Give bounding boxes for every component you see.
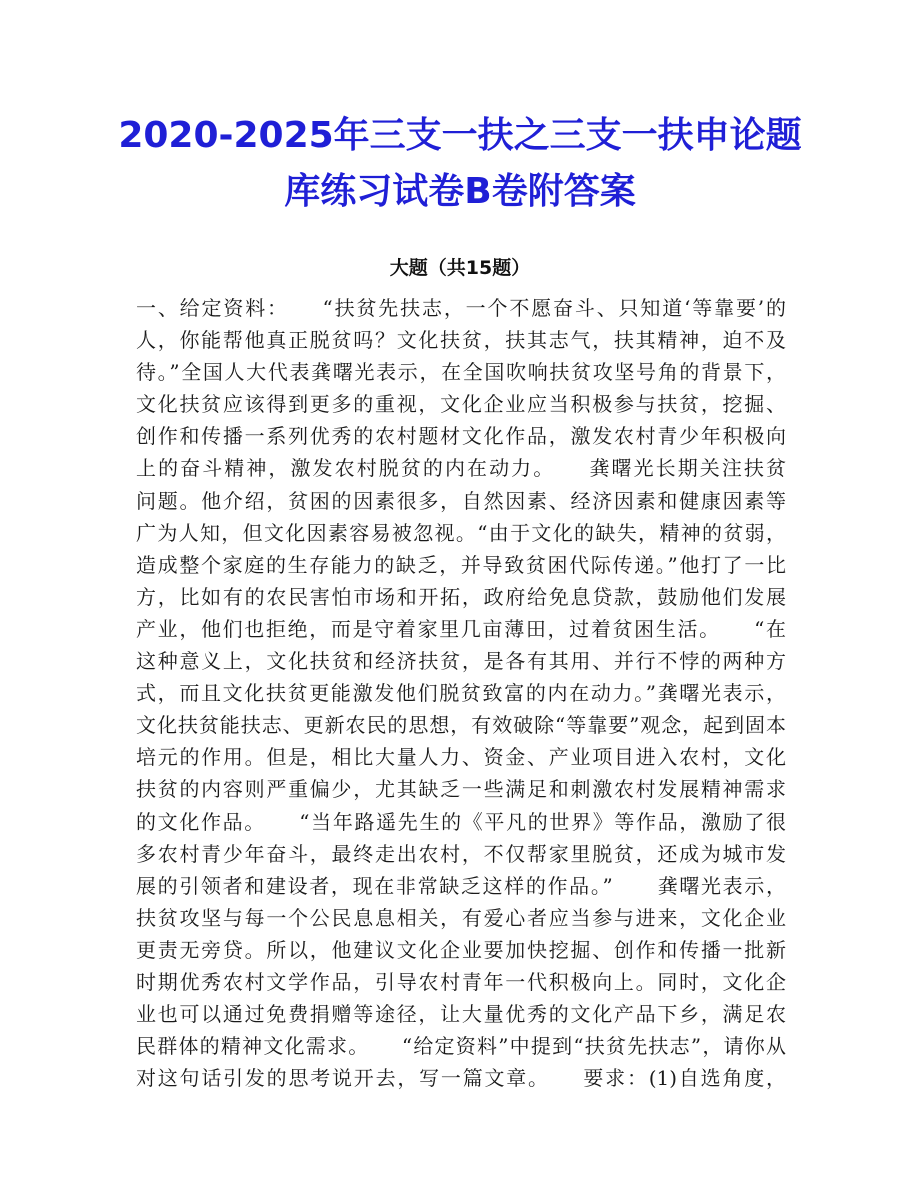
body-line: 待。”全国人大代表龚曙光表示，在全国吹响扶贫攻坚号角的背景下， bbox=[136, 360, 786, 385]
body-line: 扶贫的内容则严重偏少，尤其缺乏一些满足和刺激农村发展精神需求 bbox=[136, 777, 786, 802]
body-line: 文化扶贫能扶志、更新农民的思想，有效破除“等靠要”观念，起到固本 bbox=[136, 713, 786, 738]
body-line: 更责无旁贷。所以，他建议文化企业要加快挖掘、创作和传播一批新 bbox=[136, 937, 786, 962]
body-line: 问题。他介绍，贫困的因素很多，自然因素、经济因素和健康因素等 bbox=[136, 488, 786, 513]
question-body bbox=[136, 292, 786, 1094]
body-line: 人，你能帮他真正脱贫吗？文化扶贫，扶其志气，扶其精神，迫不及 bbox=[136, 328, 786, 353]
body-line: 多农村青少年奋斗，最终走出农村，不仅帮家里脱贫，还成为城市发 bbox=[136, 841, 786, 866]
body-line: 创作和传播一系列优秀的农村题材文化作品，激发农村青少年积极向 bbox=[136, 424, 786, 449]
body-line: 上的奋斗精神，激发农村脱贫的内在动力。 龚曙光长期关注扶贫 bbox=[136, 456, 786, 481]
body-line: 文化扶贫应该得到更多的重视，文化企业应当积极参与扶贫，挖掘、 bbox=[136, 392, 786, 417]
body-line: 展的引领者和建设者，现在非常缺乏这样的作品。” 龚曙光表示， bbox=[136, 873, 786, 898]
body-line: 扶贫攻坚与每一个公民息息相关，有爱心者应当参与进来，文化企业 bbox=[136, 905, 786, 930]
body-line: 对这句话引发的思考说开去，写一篇文章。 要求：(1)自选角度， bbox=[136, 1066, 786, 1091]
body-line: 一、给定资料： “扶贫先扶志，一个不愿奋斗、只知道‘等靠要’的 bbox=[136, 296, 786, 320]
body-line: 式，而且文化扶贫更能激发他们脱贫致富的内在动力。”龚曙光表示， bbox=[136, 681, 786, 706]
document-title bbox=[60, 108, 860, 220]
body-line: 广为人知，但文化因素容易被忽视。“由于文化的缺失，精神的贫弱， bbox=[136, 520, 786, 545]
body-line: 产业，他们也拒绝，而是守着家里几亩薄田，过着贫困生活。 “在 bbox=[136, 616, 786, 641]
body-line: 造成整个家庭的生存能力的缺乏，并导致贫困代际传递。”他打了一比 bbox=[136, 552, 786, 577]
body-line: 培元的作用。但是，相比大量人力、资金、产业项目进入农村，文化 bbox=[136, 745, 786, 770]
title-line-1: 2020-2025年三支一扶之三支一扶申论题 bbox=[118, 115, 802, 156]
title-line-2: 库练习试卷B卷附答案 bbox=[284, 171, 636, 212]
body-line: 这种意义上，文化扶贫和经济扶贫，是各有其用、并行不悖的两种方 bbox=[136, 649, 786, 674]
body-line: 业也可以通过免费捐赠等途径，让大量优秀的文化产品下乡，满足农 bbox=[136, 1002, 786, 1027]
body-line: 时期优秀农村文学作品，引导农村青年一代积极向上。同时，文化企 bbox=[136, 969, 786, 994]
section-heading: 大题（共15题） bbox=[389, 257, 531, 279]
body-line: 的文化作品。 “当年路遥先生的《平凡的世界》等作品，激励了很 bbox=[136, 809, 786, 834]
body-line: 民群体的精神文化需求。 “给定资料”中提到“扶贫先扶志”，请你从 bbox=[136, 1034, 786, 1059]
body-line: 方，比如有的农民害怕市场和开拓，政府给免息贷款，鼓励他们发展 bbox=[136, 584, 786, 609]
